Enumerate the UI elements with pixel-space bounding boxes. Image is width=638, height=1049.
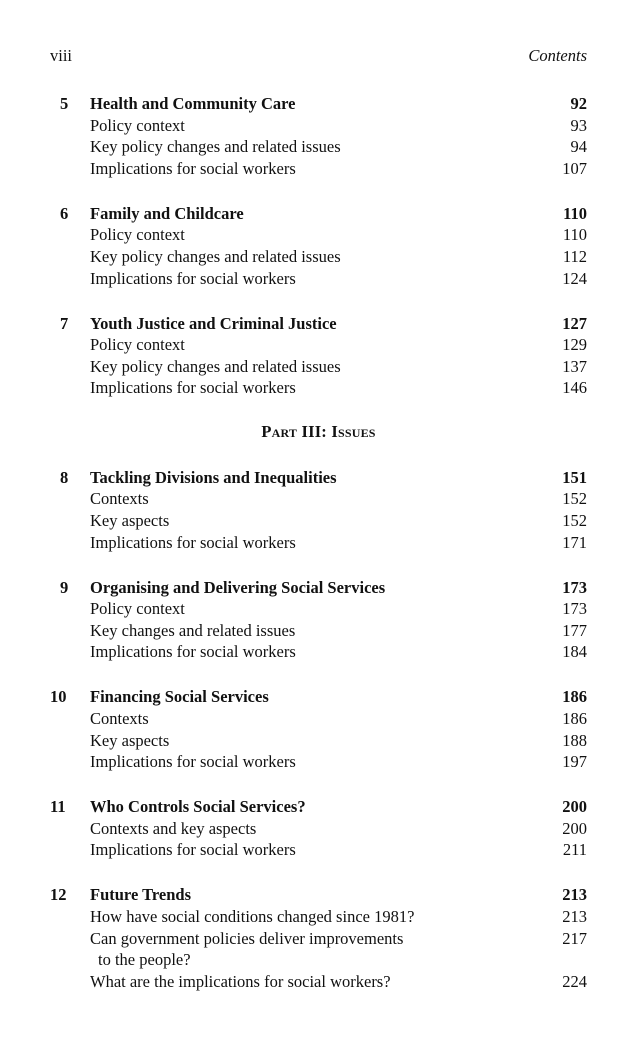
section-title: Implications for social workers bbox=[90, 158, 296, 178]
section-page: 171 bbox=[562, 532, 587, 552]
chapter-entry[interactable] bbox=[50, 686, 587, 708]
chapter-number: 10 bbox=[50, 687, 67, 707]
chapter-group-11 bbox=[50, 796, 587, 861]
chapters-after-part bbox=[50, 467, 587, 992]
section-entry[interactable] bbox=[50, 620, 587, 642]
chapter-group-5 bbox=[50, 93, 587, 179]
chapter-title: Tackling Divisions and Inequalities bbox=[90, 467, 337, 487]
chapter-group-9 bbox=[50, 577, 587, 663]
section-page: 110 bbox=[562, 225, 587, 245]
chapter-page: 200 bbox=[562, 797, 587, 817]
chapter-number: 5 bbox=[60, 94, 69, 113]
section-entry[interactable] bbox=[50, 906, 587, 928]
section-entry[interactable] bbox=[50, 641, 587, 663]
section-entry-continuation bbox=[50, 949, 587, 971]
chapter-entry[interactable] bbox=[50, 796, 587, 818]
chapter-group-12 bbox=[50, 884, 587, 992]
section-title: Implications for social workers bbox=[90, 752, 296, 772]
section-entry[interactable] bbox=[50, 356, 587, 378]
chapter-number: 9 bbox=[60, 577, 69, 597]
section-page: 217 bbox=[562, 928, 587, 948]
section-page: 224 bbox=[562, 971, 587, 991]
section-title: Key policy changes and related issues bbox=[90, 137, 341, 157]
section-entry[interactable] bbox=[50, 928, 587, 950]
section-title: Policy context bbox=[90, 599, 185, 619]
section-entry[interactable] bbox=[50, 136, 587, 158]
chapter-page: 173 bbox=[562, 577, 587, 597]
section-entry[interactable] bbox=[50, 115, 587, 137]
chapter-entry[interactable] bbox=[50, 577, 587, 599]
section-page: 146 bbox=[562, 378, 587, 398]
page-header bbox=[50, 46, 587, 66]
section-page: 152 bbox=[562, 511, 587, 531]
chapter-page: 127 bbox=[562, 313, 587, 333]
chapter-title: Who Controls Social Services? bbox=[90, 797, 306, 817]
section-entry[interactable] bbox=[50, 510, 587, 532]
table-of-contents bbox=[50, 93, 587, 1016]
part-heading: Part III: Issues bbox=[261, 422, 376, 442]
chapter-title: Organising and Delivering Social Services bbox=[90, 577, 386, 597]
section-entry[interactable] bbox=[50, 598, 587, 620]
section-title: Contexts and key aspects bbox=[90, 818, 257, 838]
chapter-group-6 bbox=[50, 203, 587, 289]
section-title: Key aspects bbox=[90, 730, 170, 750]
section-title: Key policy changes and related issues bbox=[90, 356, 341, 376]
chapter-page: 110 bbox=[563, 203, 587, 223]
section-entry[interactable] bbox=[50, 224, 587, 246]
section-page: 173 bbox=[562, 599, 587, 619]
chapter-entry[interactable] bbox=[50, 93, 587, 115]
section-page: 200 bbox=[562, 818, 587, 838]
section-title: What are the implications for social workers? bbox=[90, 971, 391, 991]
section-page: 129 bbox=[562, 335, 587, 355]
section-entry[interactable] bbox=[50, 971, 587, 993]
section-page: 93 bbox=[570, 115, 587, 135]
chapter-number: 7 bbox=[60, 313, 69, 333]
section-title: Implications for social workers bbox=[90, 378, 296, 398]
section-entry[interactable] bbox=[50, 246, 587, 268]
chapters-before-part bbox=[50, 93, 587, 399]
section-title: Implications for social workers bbox=[90, 642, 296, 662]
section-title: Implications for social workers bbox=[90, 840, 296, 860]
section-entry[interactable] bbox=[50, 839, 587, 861]
section-page: 213 bbox=[562, 906, 587, 926]
section-title: Key changes and related issues bbox=[90, 620, 296, 640]
chapter-number: 8 bbox=[60, 467, 69, 487]
chapter-group-8 bbox=[50, 467, 587, 553]
section-title: to the people? bbox=[98, 950, 191, 970]
section-title: Policy context bbox=[90, 335, 185, 355]
section-page: 152 bbox=[562, 489, 587, 509]
chapter-number: 6 bbox=[60, 203, 69, 223]
chapter-entry[interactable] bbox=[50, 203, 587, 225]
section-page: 184 bbox=[562, 642, 587, 662]
section-title: Can government policies deliver improvements bbox=[90, 928, 404, 948]
section-page: 107 bbox=[562, 158, 587, 178]
chapter-page: 186 bbox=[562, 687, 587, 707]
chapter-number: 12 bbox=[50, 885, 67, 905]
section-page: 188 bbox=[562, 730, 587, 750]
section-page: 211 bbox=[562, 840, 587, 860]
section-entry[interactable] bbox=[50, 751, 587, 773]
section-title: Key policy changes and related issues bbox=[90, 246, 341, 266]
section-entry[interactable] bbox=[50, 334, 587, 356]
section-page: 177 bbox=[562, 620, 587, 640]
section-page: 112 bbox=[562, 246, 587, 266]
section-title: Contexts bbox=[90, 489, 149, 509]
section-entry[interactable] bbox=[50, 818, 587, 840]
chapter-group-7 bbox=[50, 313, 587, 399]
chapter-group-10 bbox=[50, 686, 587, 772]
chapter-title: Family and Childcare bbox=[90, 203, 244, 223]
chapter-page: 213 bbox=[562, 885, 587, 905]
section-title: Implications for social workers bbox=[90, 532, 296, 552]
section-title: Key aspects bbox=[90, 511, 170, 531]
section-entry[interactable] bbox=[50, 377, 587, 399]
chapter-title: Youth Justice and Criminal Justice bbox=[90, 313, 337, 333]
section-page: 124 bbox=[562, 268, 587, 288]
section-entry[interactable] bbox=[50, 730, 587, 752]
section-entry[interactable] bbox=[50, 268, 587, 290]
chapter-title: Health and Community Care bbox=[90, 94, 296, 113]
page-number: viii bbox=[50, 46, 73, 65]
chapter-title: Future Trends bbox=[90, 885, 192, 905]
section-title: How have social conditions changed since 1981? bbox=[90, 906, 415, 926]
chapter-title: Financing Social Services bbox=[90, 687, 269, 707]
section-title: Policy context bbox=[90, 225, 185, 245]
section-title: Policy context bbox=[90, 115, 185, 135]
section-page: 197 bbox=[562, 752, 587, 772]
section-page: 94 bbox=[570, 137, 587, 157]
section-entry[interactable] bbox=[50, 158, 587, 180]
section-page: 186 bbox=[562, 709, 587, 729]
chapter-entry[interactable] bbox=[50, 884, 587, 906]
chapter-page: 92 bbox=[570, 94, 587, 113]
section-entry[interactable] bbox=[50, 532, 587, 554]
section-page: 137 bbox=[562, 356, 587, 376]
chapter-page: 151 bbox=[562, 467, 587, 487]
chapter-entry[interactable] bbox=[50, 313, 587, 335]
section-title: Contexts bbox=[90, 709, 149, 729]
chapter-number: 11 bbox=[50, 797, 66, 817]
section-title: Implications for social workers bbox=[90, 268, 296, 288]
section-entry[interactable] bbox=[50, 708, 587, 730]
chapter-entry[interactable] bbox=[50, 467, 587, 489]
section-entry[interactable] bbox=[50, 488, 587, 510]
running-title: Contents bbox=[528, 46, 587, 65]
